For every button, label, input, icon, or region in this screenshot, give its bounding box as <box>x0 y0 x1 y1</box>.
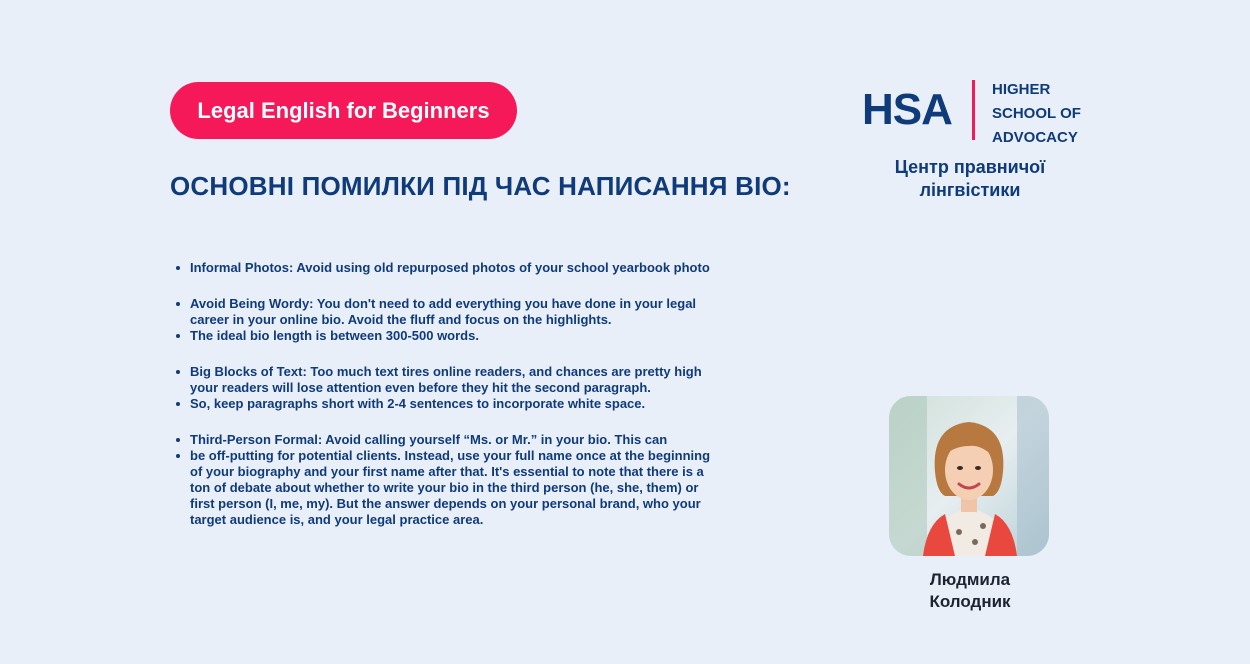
logo-mark: HSA <box>862 85 952 134</box>
list-item: be off-putting for potential clients. Instead, use your full name once at the beginning of your biography and your first name after that. It's essential to note that there is a ton of debate about whether to write your bio in the third person (he, she, them) or first person (I, me, my). But the answer depends on your personal brand, who your target audience is, and your legal practice area. <box>174 448 719 528</box>
hsa-logo <box>862 78 1092 144</box>
course-badge-label: Legal English for Beginners <box>197 97 490 123</box>
list-item: The ideal bio length is between 300-500 words. <box>174 328 719 344</box>
center-name <box>870 156 1070 202</box>
logo-line-2: SCHOOL OF <box>992 105 1081 122</box>
list-item: Third-Person Formal: Avoid calling yourself “Ms. or Mr.” in your bio. This can <box>174 432 719 448</box>
speaker-first-name: Людмила <box>929 570 1011 589</box>
list-group-avoid-wordy <box>174 296 719 344</box>
center-name-line-1: Центр правничої <box>894 157 1046 177</box>
speaker-portrait-icon <box>889 396 1049 556</box>
logo-divider <box>972 80 975 140</box>
list-group-big-blocks <box>174 364 719 412</box>
speaker-name <box>900 569 1040 613</box>
list-item: Informal Photos: Avoid using old repurposed photos of your school yearbook photo <box>174 260 719 276</box>
list-item: So, keep paragraphs short with 2-4 sentences to incorporate white space. <box>174 396 719 412</box>
logo-wordmark <box>992 78 1081 150</box>
list-group-informal-photos <box>174 260 719 276</box>
page-title: ОСНОВНІ ПОМИЛКИ ПІД ЧАС НАПИСАННЯ ВІО: <box>170 171 791 201</box>
list-item: Big Blocks of Text: Too much text tires online readers, and chances are pretty high your readers will lose attention even before they hit the second paragraph. <box>174 364 719 396</box>
logo-line-1: HIGHER <box>992 81 1051 98</box>
course-badge <box>170 82 517 139</box>
list-item: Avoid Being Wordy: You don't need to add everything you have done in your legal career in your online bio. Avoid the fluff and focus on the highlights. <box>174 296 719 328</box>
mistakes-list <box>174 260 719 548</box>
speaker-photo <box>889 396 1049 556</box>
logo-line-3: ADVOCACY <box>992 129 1078 146</box>
speaker-last-name: Колодник <box>929 592 1011 611</box>
list-group-third-person <box>174 432 719 528</box>
center-name-line-2: лінгвістики <box>919 180 1021 200</box>
